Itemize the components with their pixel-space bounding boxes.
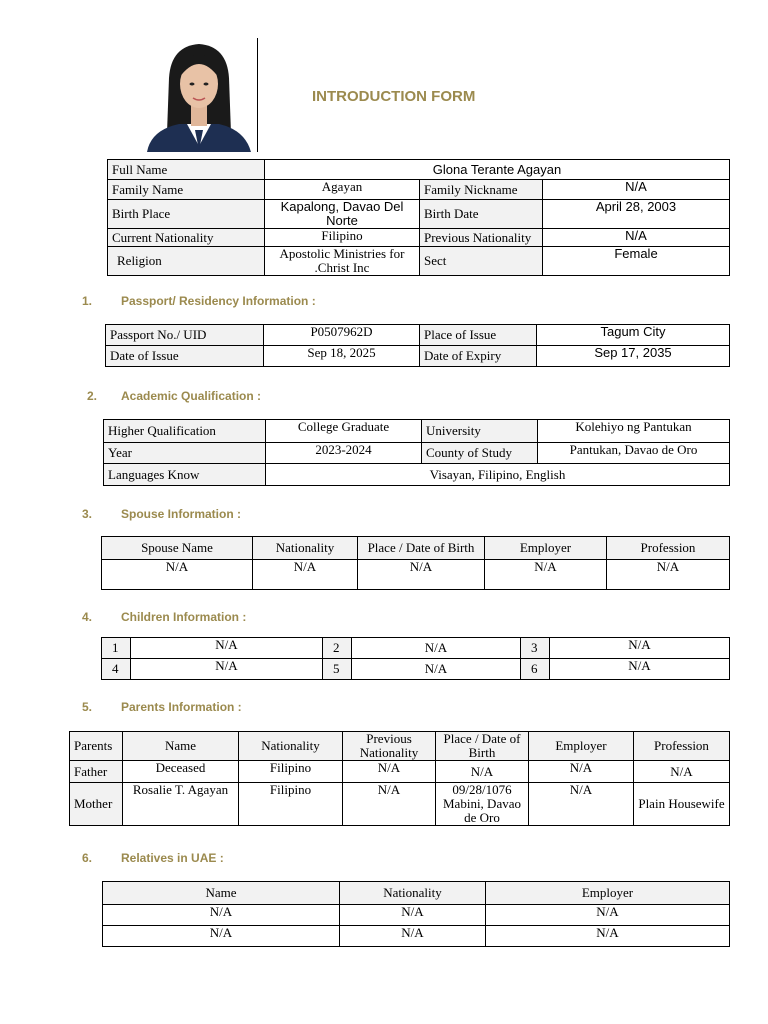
full-name-label: Full Name xyxy=(108,160,265,180)
date-of-expiry-value: Sep 17, 2035 xyxy=(537,346,730,367)
children-table xyxy=(101,637,730,680)
spouse-header-name: Spouse Name xyxy=(102,537,253,560)
parents-header-name: Name xyxy=(123,732,239,761)
section-4-number: 4. xyxy=(82,610,93,624)
passport-table xyxy=(105,324,730,367)
relatives-header-employer: Employer xyxy=(486,882,730,905)
county-label: County of Study xyxy=(422,443,538,464)
child-2-number: 2 xyxy=(323,638,352,659)
mother-employer: N/A xyxy=(529,783,634,826)
languages-label: Languages Know xyxy=(104,464,266,486)
birth-place-line-1: Kapalong, Davao Del xyxy=(280,199,404,214)
parents-header-parents: Parents xyxy=(70,732,123,761)
relative-2-nationality: N/A xyxy=(340,926,486,947)
mother-profession: Plain Housewife xyxy=(634,783,730,826)
sect-label: Sect xyxy=(420,247,543,276)
relative-1-nationality: N/A xyxy=(340,905,486,926)
place-of-issue-label: Place of Issue xyxy=(420,325,537,346)
section-2-number: 2. xyxy=(87,389,98,403)
birth-date-label: Birth Date xyxy=(420,200,543,229)
child-4-number: 4 xyxy=(102,659,131,680)
section-1-title: Passport/ Residency Information : xyxy=(121,294,316,308)
relatives-table xyxy=(102,881,730,947)
current-nationality-value: Filipino xyxy=(265,229,420,247)
relatives-header-nationality: Nationality xyxy=(340,882,486,905)
child-4-value: N/A xyxy=(131,659,323,680)
religion-line-2: .Christ Inc xyxy=(314,260,370,275)
birth-place-line-2: Norte xyxy=(326,213,358,228)
relatives-header-name: Name xyxy=(103,882,340,905)
family-name-value: Agayan xyxy=(265,180,420,200)
relative-2-employer: N/A xyxy=(486,926,730,947)
academic-table xyxy=(103,419,730,486)
current-nationality-label: Current Nationality xyxy=(108,229,265,247)
previous-nationality-value: N/A xyxy=(543,229,730,247)
child-5-value: N/A xyxy=(352,659,521,680)
relative-2-name: N/A xyxy=(103,926,340,947)
child-1-value: N/A xyxy=(131,638,323,659)
mother-previous-nationality: N/A xyxy=(343,783,436,826)
family-nickname-label: Family Nickname xyxy=(420,180,543,200)
section-3-number: 3. xyxy=(82,507,93,521)
father-previous-nationality: N/A xyxy=(343,761,436,783)
county-value: Pantukan, Davao de Oro xyxy=(538,443,730,464)
table-row xyxy=(103,926,730,947)
qualification-label: Higher Qualification xyxy=(104,420,266,443)
date-of-expiry-label: Date of Expiry xyxy=(420,346,537,367)
father-birth: N/A xyxy=(436,761,529,783)
previous-nationality-label: Previous Nationality xyxy=(420,229,543,247)
father-profession: N/A xyxy=(634,761,730,783)
place-of-issue-value: Tagum City xyxy=(537,325,730,346)
child-3-number: 3 xyxy=(521,638,550,659)
form-title: INTRODUCTION FORM xyxy=(312,88,476,105)
child-5-number: 5 xyxy=(323,659,352,680)
religion-value xyxy=(265,247,420,276)
year-value: 2023-2024 xyxy=(266,443,422,464)
parents-header-nationality: Nationality xyxy=(239,732,343,761)
section-6-title: Relatives in UAE : xyxy=(121,851,224,865)
family-nickname-value: N/A xyxy=(543,180,730,200)
portrait-image xyxy=(139,38,257,152)
child-3-value: N/A xyxy=(550,638,730,659)
university-value: Kolehiyo ng Pantukan xyxy=(538,420,730,443)
religion-line-1: Apostolic Ministries for xyxy=(279,246,405,261)
spouse-employer-value: N/A xyxy=(485,560,607,590)
parents-header-birth: Place / Date of Birth xyxy=(436,732,529,761)
parents-header-previous-nationality: Previous Nationality xyxy=(343,732,436,761)
child-6-value: N/A xyxy=(550,659,730,680)
languages-value: Visayan, Filipino, English xyxy=(266,464,730,486)
mother-label: Mother xyxy=(70,783,123,826)
section-6-number: 6. xyxy=(82,851,93,865)
spouse-name-value: N/A xyxy=(102,560,253,590)
date-of-issue-value: Sep 18, 2025 xyxy=(264,346,420,367)
spouse-nationality-value: N/A xyxy=(253,560,358,590)
father-employer: N/A xyxy=(529,761,634,783)
birth-date-value: April 28, 2003 xyxy=(543,200,730,229)
passport-no-label: Passport No./ UID xyxy=(106,325,264,346)
qualification-value: College Graduate xyxy=(266,420,422,443)
spouse-header-birth: Place / Date of Birth xyxy=(358,537,485,560)
passport-no-value: P0507962D xyxy=(264,325,420,346)
mother-nationality: Filipino xyxy=(239,783,343,826)
spouse-birth-value: N/A xyxy=(358,560,485,590)
religion-label: Religion xyxy=(108,247,265,276)
child-6-number: 6 xyxy=(521,659,550,680)
spouse-header-profession: Profession xyxy=(607,537,730,560)
university-label: University xyxy=(422,420,538,443)
year-label: Year xyxy=(104,443,266,464)
relative-1-name: N/A xyxy=(103,905,340,926)
child-1-number: 1 xyxy=(102,638,131,659)
section-3-title: Spouse Information : xyxy=(121,507,241,521)
section-2-title: Academic Qualification : xyxy=(121,389,262,403)
child-2-value: N/A xyxy=(352,638,521,659)
family-name-label: Family Name xyxy=(108,180,265,200)
sect-value: Female xyxy=(543,247,730,276)
father-nationality: Filipino xyxy=(239,761,343,783)
father-name: Deceased xyxy=(123,761,239,783)
spouse-profession-value: N/A xyxy=(607,560,730,590)
mother-name: Rosalie T. Agayan xyxy=(123,783,239,826)
parents-header-employer: Employer xyxy=(529,732,634,761)
spouse-header-nationality: Nationality xyxy=(253,537,358,560)
father-label: Father xyxy=(70,761,123,783)
relative-1-employer: N/A xyxy=(486,905,730,926)
parents-header-profession: Profession xyxy=(634,732,730,761)
personal-info-table xyxy=(107,159,730,276)
section-5-number: 5. xyxy=(82,700,93,714)
applicant-photo xyxy=(139,38,258,152)
table-row xyxy=(103,905,730,926)
section-1-number: 1. xyxy=(82,294,93,308)
section-4-title: Children Information : xyxy=(121,610,247,624)
date-of-issue-label: Date of Issue xyxy=(106,346,264,367)
spouse-header-employer: Employer xyxy=(485,537,607,560)
full-name-value: Glona Terante Agayan xyxy=(265,160,730,180)
parents-table xyxy=(69,731,730,826)
birth-place-label: Birth Place xyxy=(108,200,265,229)
birth-place-value xyxy=(265,200,420,229)
spouse-table xyxy=(101,536,730,590)
section-5-title: Parents Information : xyxy=(121,700,242,714)
mother-birth: 09/28/1076 Mabini, Davao de Oro xyxy=(436,783,529,826)
